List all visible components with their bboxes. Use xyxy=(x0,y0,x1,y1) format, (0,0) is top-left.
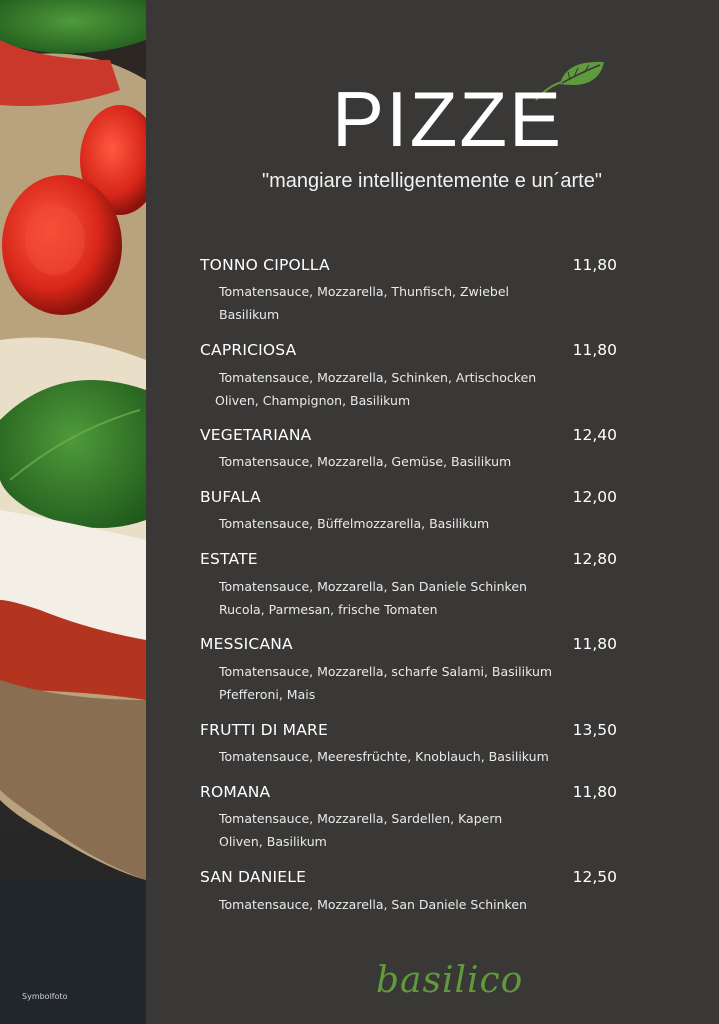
menu-item-name: BUFALA xyxy=(200,488,261,506)
subtitle: "mangiare intelligentemente e un´arte" xyxy=(262,170,602,192)
description-line: Tomatensauce, Mozzarella, Gemüse, Basilikum xyxy=(219,454,512,469)
menu-item-description xyxy=(219,575,527,621)
menu-item-price: 11,80 xyxy=(572,341,617,359)
menu-item-price: 12,00 xyxy=(572,488,617,506)
menu-item-price: 12,40 xyxy=(572,426,617,444)
description-line: Oliven, Basilikum xyxy=(219,834,327,849)
menu-item-name: VEGETARIANA xyxy=(200,426,312,444)
menu-item-price: 12,80 xyxy=(572,550,617,568)
page-title: PIZZE xyxy=(332,75,564,163)
menu-item-description xyxy=(219,807,502,853)
description-line: Tomatensauce, Mozzarella, Sardellen, Kapern xyxy=(219,811,503,826)
menu-item-price: 11,80 xyxy=(572,635,617,653)
photo-caption: Symbolfoto xyxy=(22,992,68,1001)
menu-item-name: MESSICANA xyxy=(200,635,293,653)
menu-item-name: CAPRICIOSA xyxy=(200,341,297,359)
description-line: Tomatensauce, Mozzarella, scharfe Salami, Basilikum xyxy=(219,664,553,679)
menu-item-description xyxy=(219,745,549,768)
menu-item-name: ROMANA xyxy=(200,783,271,801)
description-line: Tomatensauce, Mozzarella, Schinken, Artischocken xyxy=(219,370,537,385)
brand-logo: basilico xyxy=(376,960,524,1001)
menu-item-description xyxy=(215,366,537,412)
menu-item-name: SAN DANIELE xyxy=(200,868,307,886)
menu-item-description xyxy=(219,893,527,916)
menu-item-description xyxy=(219,280,509,326)
description-line: Basilikum xyxy=(219,307,280,322)
menu-item-price: 13,50 xyxy=(572,721,617,739)
menu-item-price: 12,50 xyxy=(572,868,617,886)
menu-item-name: FRUTTI DI MARE xyxy=(200,721,328,739)
description-line: Oliven, Champignon, Basilikum xyxy=(215,393,411,408)
description-line: Rucola, Parmesan, frische Tomaten xyxy=(219,602,438,617)
menu-item-description xyxy=(219,512,489,535)
description-line: Tomatensauce, Mozzarella, San Daniele Schinken xyxy=(219,579,527,594)
menu-item-description xyxy=(219,660,552,706)
description-line: Tomatensauce, Mozzarella, San Daniele Schinken xyxy=(219,897,527,912)
description-line: Tomatensauce, Mozzarella, Thunfisch, Zwiebel xyxy=(219,284,510,299)
pizza-photo xyxy=(0,0,146,1024)
description-line: Tomatensauce, Meeresfrüchte, Knoblauch, Basilikum xyxy=(219,749,549,764)
description-line: Pfefferoni, Mais xyxy=(219,687,316,702)
description-line: Tomatensauce, Büffelmozzarella, Basilikum xyxy=(219,516,490,531)
menu-item-name: ESTATE xyxy=(200,550,258,568)
menu-panel xyxy=(146,0,719,1024)
menu-item-description xyxy=(219,450,511,473)
menu-item-price: 11,80 xyxy=(572,783,617,801)
menu-item-name: TONNO CIPOLLA xyxy=(200,256,330,274)
menu-item-price: 11,80 xyxy=(572,256,617,274)
